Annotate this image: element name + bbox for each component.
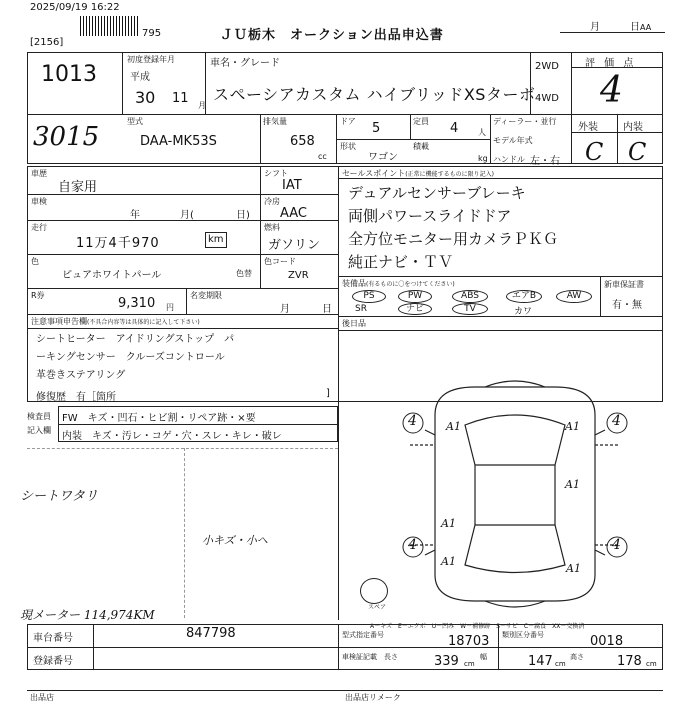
notes-line: ーキングセンサー クルーズコントロール <box>36 352 225 363</box>
color-label: 色 <box>31 257 39 266</box>
load-label: 積載 <box>413 142 429 151</box>
notes-label: 注意事項申告欄(不具合内容等は具体的に記入して下さい) <box>31 317 200 326</box>
damage-legend: A－キズ E－エクボ U－凹み W－補修跡 S－サビ C－腐食 XX－交換済 <box>370 623 585 630</box>
inspection-day: 日) <box>236 210 250 221</box>
drive-4wd: 4WD <box>535 93 559 104</box>
car-damage-diagram <box>395 375 635 615</box>
length-label: 長さ <box>384 653 398 661</box>
damage-mark: A1 <box>441 517 456 530</box>
color-change-label: 色替 <box>236 269 252 278</box>
damage-mark: A1 <box>565 420 580 433</box>
inspection-label: 車検 <box>31 197 47 206</box>
registration-era: 平成 <box>130 72 150 83</box>
checklist-row-2: 内装 キズ・汚レ・コゲ・穴・スレ・キレ・破レ <box>62 431 282 442</box>
tire-mark: 4 <box>612 537 621 553</box>
tire-mark: 4 <box>408 413 417 429</box>
model-year-label: モデル年式 <box>493 136 533 145</box>
aircon-label: 冷房 <box>264 197 280 206</box>
model-label: 型式 <box>127 117 143 126</box>
fuel-label: 燃料 <box>264 223 280 232</box>
int-value: C <box>628 138 647 166</box>
date-underline <box>560 32 665 33</box>
grade-value: 4 <box>600 70 623 111</box>
width-label: 幅 <box>480 653 487 661</box>
registration-month-unit: 月 <box>198 101 206 110</box>
recycle-unit: 円 <box>166 303 174 312</box>
handwriting-mileage: 現メーター 114,974KM <box>20 608 155 622</box>
handle-value: 左・右 <box>530 156 560 167</box>
damage-mark: A1 <box>566 562 581 575</box>
height-unit: cm <box>646 660 657 668</box>
equip-navi: ナビ <box>398 303 432 315</box>
height-value: 178 <box>617 654 642 669</box>
drive-2wd: 2WD <box>535 61 559 72</box>
cc-value: 658 <box>290 134 315 149</box>
tire-mark: 4 <box>612 413 621 429</box>
capacity-unit: 人 <box>478 128 486 137</box>
timestamp: 2025/09/19 16:22 <box>30 2 120 13</box>
warranty-value: 有・無 <box>612 300 642 311</box>
sales-point-item: 純正ナビ・ＴＶ <box>348 253 454 271</box>
sales-point-item: 両側パワースライドドア <box>348 207 512 225</box>
code-box: [2156] <box>30 37 64 48</box>
lot-handwritten: 3015 <box>33 122 100 152</box>
recycle-value: 9,310 <box>118 296 156 311</box>
equip-tv: TV <box>452 303 488 315</box>
chassis-value: 847798 <box>186 626 236 641</box>
width-value: 147 <box>528 654 553 669</box>
registration-year: 30 <box>135 88 156 107</box>
equip-sr: SR <box>355 304 367 314</box>
registration-month: 11 <box>172 91 189 106</box>
car-use-value: 自家用 <box>58 180 98 195</box>
barcode <box>80 16 140 36</box>
footer-right-label: 出品店リメーク <box>345 693 401 702</box>
recycle-label: R券 <box>31 291 45 300</box>
sales-points-list <box>348 182 558 274</box>
dealer-label: ディーラー・並行 <box>493 117 557 126</box>
damage-mark: A1 <box>441 555 456 568</box>
category-value: 0018 <box>590 634 624 649</box>
notes-lines <box>36 331 234 385</box>
lot-box <box>27 52 123 115</box>
tire-mark: 4 <box>408 537 417 553</box>
sales-point-item: 全方位モニター用カメラＰＫＧ <box>348 230 559 248</box>
body-label: 形状 <box>340 142 356 151</box>
shift-label: シフト <box>264 169 288 178</box>
damage-mark: A1 <box>565 478 580 491</box>
later-items-label: 後日品 <box>342 319 366 328</box>
aircon-value: AAC <box>280 206 307 221</box>
name-change-day: 日 <box>322 304 332 315</box>
form-title: ＪＵ栃木 オークション出品申込書 <box>220 28 444 43</box>
car-use-label: 車歴 <box>31 169 47 178</box>
warranty-label: 新車保証書 <box>604 280 644 289</box>
inspection-year: 年 <box>130 210 140 221</box>
chassis-label: 車台番号 <box>33 633 73 644</box>
length-value: 339 <box>434 654 459 669</box>
cc-label: 排気量 <box>263 117 287 126</box>
checklist-label-1: 検査員 <box>27 412 51 421</box>
cc-unit: cc <box>318 152 327 161</box>
repair-history-label: 修復歴 有［箇所 <box>36 392 116 403</box>
sales-points-label: セールスポイント(正常に機能するものに限り記入) <box>342 169 494 178</box>
mileage-label: 走行 <box>31 223 47 232</box>
dims-label: 車検証記載 <box>342 653 377 661</box>
notes-line: 革巻きステアリング <box>36 370 126 381</box>
ext-label: 外装 <box>578 122 598 133</box>
inspection-month: 月( <box>180 210 194 221</box>
checklist-label-2: 記入欄 <box>27 426 51 435</box>
equip-leather: カワ <box>514 307 533 317</box>
capacity-label: 定員 <box>413 117 429 126</box>
equip-aw: AW <box>556 290 592 303</box>
checklist-row-1: FW キズ・凹石・ヒビ割・リペア跡・×要 <box>62 413 256 424</box>
int-label: 内装 <box>623 122 643 133</box>
handwriting-seat: シートワタリ <box>20 489 98 504</box>
sales-point-item: デュアルセンサーブレーキ <box>348 184 526 202</box>
equip-pw: PW <box>398 290 432 303</box>
doors-label: ドア <box>340 117 356 126</box>
width-unit: cm <box>555 660 566 668</box>
date-day: 日AA <box>630 22 652 33</box>
notes-line: シートヒーター アイドリングストップ パ <box>36 334 235 345</box>
equip-abs: ABS <box>452 290 488 303</box>
ext-value: C <box>585 138 604 166</box>
spare-tire-icon <box>360 578 388 604</box>
registration-label: 初度登録年月 <box>127 55 175 64</box>
mileage-unit: km <box>208 234 224 245</box>
body-value: ワゴン <box>368 152 398 163</box>
plate-label: 登録番号 <box>33 656 73 667</box>
date-month: 月 <box>590 22 600 33</box>
capacity-value: 4 <box>450 121 459 136</box>
color-code-label: 色コード <box>264 257 296 266</box>
handle-label: ハンドル <box>493 155 525 164</box>
color-value: ピュアホワイトパール <box>62 270 162 281</box>
grade-label: 評 価 点 <box>585 58 637 69</box>
vehicle-name-label: 車名・グレード <box>210 58 280 69</box>
mileage-value: 11万4千970 <box>76 236 160 251</box>
designation-label: 型式指定番号 <box>342 631 384 639</box>
fuel-value: ガソリン <box>268 238 321 253</box>
damage-mark: A1 <box>446 420 461 433</box>
equip-airbag: エアB <box>506 290 542 303</box>
load-unit: kg <box>478 154 488 163</box>
name-change-label: 名変期限 <box>190 291 222 300</box>
length-unit: cm <box>464 660 475 668</box>
model-value: DAA-MK53S <box>140 134 217 149</box>
name-change-month: 月 <box>280 304 290 315</box>
vehicle-name: スペーシアカスタム ハイブリッドXSターボ <box>213 85 536 104</box>
handwriting-scratch: 小キズ・小ヘ <box>202 534 268 547</box>
equipment-label: 装備品(有るものに〇をつけてください) <box>342 279 455 288</box>
category-label: 類別区分番号 <box>502 631 544 639</box>
lot-number: 1013 <box>41 62 97 87</box>
doors-value: 5 <box>372 121 381 136</box>
color-code-value: ZVR <box>288 270 309 281</box>
designation-value: 18703 <box>448 634 490 649</box>
shift-value: IAT <box>282 178 302 193</box>
spare-label: スペア <box>368 604 387 611</box>
equip-ps: PS <box>352 290 386 303</box>
small-code: 795 <box>142 28 162 39</box>
footer-left-label: 出品店 <box>30 693 54 702</box>
height-label: 高さ <box>570 653 584 661</box>
